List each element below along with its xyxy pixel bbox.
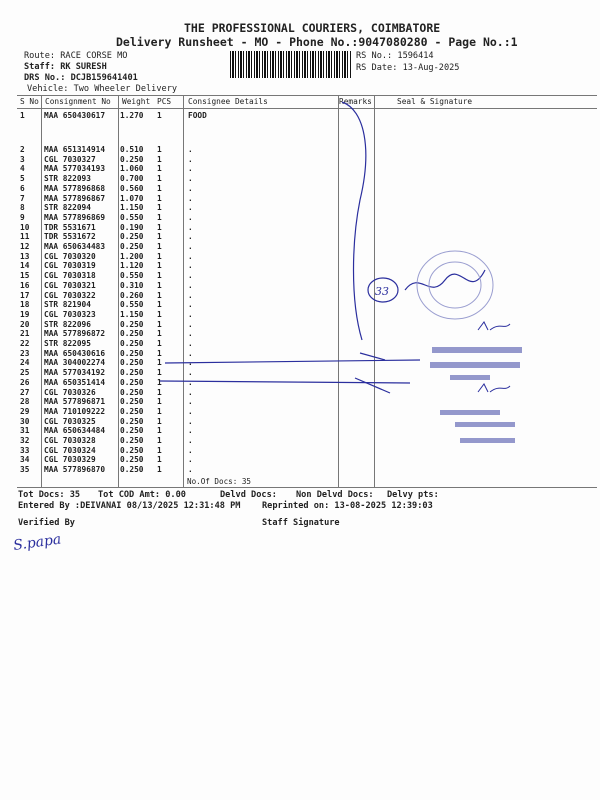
row-consignee: . [188, 271, 193, 281]
row-sno: 26 [20, 377, 30, 387]
row-consignment: MAA 577896870 [44, 465, 106, 475]
row-weight: 0.250 [120, 358, 144, 368]
row-sno: 33 [20, 445, 30, 455]
row-consignee: . [188, 358, 193, 368]
row-pcs: 1 [157, 416, 162, 426]
row-consignment: MAA 577034193 [44, 164, 106, 174]
row-weight: 0.250 [120, 377, 144, 387]
row-consignment: STR 822096 [44, 319, 91, 329]
row-consignee: . [188, 309, 193, 319]
row-sno: 35 [20, 465, 30, 475]
row-weight: 0.250 [120, 406, 144, 416]
row-consignee: . [188, 212, 193, 222]
row-consignee: . [188, 319, 193, 329]
row-pcs: 1 [157, 164, 162, 174]
row-sno: 13 [20, 251, 30, 261]
seal-stamp-text-icon [430, 347, 522, 443]
row-consignment: CGL 7030320 [44, 251, 96, 261]
row-consignee: . [188, 203, 193, 213]
tot-docs: Tot Docs: 35 [18, 490, 81, 500]
row-consignee: . [188, 339, 193, 348]
row-consignee: FOOD [188, 111, 207, 120]
seal-stamp-icon [417, 251, 493, 319]
row-pcs: 1 [157, 111, 162, 120]
row-weight: 0.250 [120, 242, 144, 251]
row-consignment: CGL 7030321 [44, 280, 96, 290]
non-delvd-docs: Non Delvd Docs: [296, 490, 374, 500]
row-pcs: 1 [157, 154, 162, 164]
delvy-pts: Delvy pts: [387, 490, 439, 500]
row-sno: 23 [20, 348, 30, 358]
col-pcs: PCS [157, 97, 172, 106]
row-sno: 7 [20, 193, 25, 203]
row-pcs: 1 [157, 212, 162, 222]
row-weight: 1.120 [120, 261, 144, 271]
row-pcs: 1 [157, 242, 162, 251]
row-weight: 0.560 [120, 183, 144, 193]
row-sno: 19 [20, 309, 30, 319]
row-weight: 0.250 [120, 426, 144, 436]
row-pcs: 1 [157, 387, 162, 397]
row-consignee: . [188, 164, 193, 174]
row-consignment: MAA 651314914 [44, 145, 106, 154]
row-pcs: 1 [157, 261, 162, 271]
row-weight: 0.260 [120, 290, 144, 300]
row-consignment: MAA 577896869 [44, 212, 106, 222]
row-consignment: CGL 7030329 [44, 455, 96, 465]
row-consignee: . [188, 193, 193, 203]
row-weight: 1.070 [120, 193, 144, 203]
row-consignee: . [188, 445, 193, 455]
rs-no: RS No.: 1596414 [356, 51, 434, 61]
row-sno: 9 [20, 212, 25, 222]
row-consignment: CGL 7030322 [44, 290, 96, 300]
row-sno: 18 [20, 300, 30, 310]
row-consignee: . [188, 183, 193, 193]
row-weight: 0.250 [120, 387, 144, 397]
runsheet-subtitle: Delivery Runsheet - MO - Phone No.:9047080280 - Page No.:1 [116, 35, 518, 49]
row-weight: 0.250 [120, 368, 144, 378]
row-pcs: 1 [157, 397, 162, 407]
row-sno: 20 [20, 319, 30, 329]
row-weight: 0.250 [120, 154, 144, 164]
row-pcs: 1 [157, 358, 162, 368]
row-pcs: 1 [157, 232, 162, 242]
row-consignee: . [188, 261, 193, 271]
row-weight: 0.250 [120, 397, 144, 407]
row-weight: 0.550 [120, 271, 144, 281]
verified-signature: S.papa [12, 531, 63, 554]
row-weight: 1.200 [120, 251, 144, 261]
row-consignment: CGL 7030319 [44, 261, 96, 271]
col-consignee: Consignee Details [188, 97, 268, 106]
staff-signature-label: Staff Signature [262, 518, 340, 528]
row-consignee: . [188, 455, 193, 465]
row-weight: 0.250 [120, 445, 144, 455]
row-weight: 1.150 [120, 203, 144, 213]
row-consignment: MAA 577034192 [44, 368, 106, 378]
row-consignment: MAA 577896872 [44, 329, 106, 339]
row-sno: 25 [20, 368, 30, 378]
row-weight: 0.250 [120, 455, 144, 465]
row-consignee: . [188, 154, 193, 164]
row-weight: 0.700 [120, 174, 144, 184]
row-consignee: . [188, 377, 193, 387]
remarks-bracket-ink [342, 102, 366, 340]
staff: Staff: RK SURESH [24, 62, 107, 72]
row-weight: 0.190 [120, 222, 144, 232]
row-weight: 0.310 [120, 280, 144, 290]
row-sno: 34 [20, 455, 30, 465]
row-weight: 1.150 [120, 309, 144, 319]
count-mark: 33 [375, 285, 389, 298]
row-consignment: MAA 650634484 [44, 426, 106, 436]
row-sno: 2 [20, 145, 25, 154]
row-consignment: STR 822093 [44, 174, 91, 184]
row-pcs: 1 [157, 203, 162, 213]
row-consignee: . [188, 465, 193, 475]
row-pcs: 1 [157, 319, 162, 329]
row-pcs: 1 [157, 348, 162, 358]
row-pcs: 1 [157, 222, 162, 232]
row-sno: 3 [20, 154, 25, 164]
row-consignment: MAA 577896868 [44, 183, 106, 193]
vehicle: Vehicle: Two Wheeler Delivery [27, 84, 178, 94]
row-sno: 4 [20, 164, 25, 174]
row-sno: 1 [20, 111, 25, 120]
row-consignee: . [188, 300, 193, 310]
row-consignment: CGL 7030328 [44, 436, 96, 445]
tot-cod: Tot COD Amt: 0.00 [98, 490, 186, 500]
row-sno: 6 [20, 183, 25, 193]
col-consignment: Consignment No [45, 97, 111, 106]
row-consignee: . [188, 416, 193, 426]
row-weight: 0.250 [120, 465, 144, 475]
row-sno: 29 [20, 406, 30, 416]
row-consignment: MAA 710109222 [44, 406, 106, 416]
row-consignee: . [188, 242, 193, 251]
delvd-docs: Delvd Docs: [220, 490, 277, 500]
row-consignee: . [188, 397, 193, 407]
row-consignment: CGL 7030325 [44, 416, 96, 426]
row-weight: 0.250 [120, 339, 144, 348]
row-consignment: MAA 650430616 [44, 348, 106, 358]
row-sno: 16 [20, 280, 30, 290]
row-consignee: . [188, 290, 193, 300]
row-pcs: 1 [157, 426, 162, 436]
row-pcs: 1 [157, 300, 162, 310]
row-sno: 21 [20, 329, 30, 339]
row-sno: 10 [20, 222, 30, 232]
row-weight: 0.250 [120, 329, 144, 339]
row-consignment: STR 822094 [44, 203, 91, 213]
row-weight: 0.250 [120, 232, 144, 242]
row-sno: 30 [20, 416, 30, 426]
entered-by: Entered By :DEIVANAI 08/13/2025 12:31:48 PM [18, 501, 241, 511]
reprinted-on: Reprinted on: 13-08-2025 12:39:03 [262, 501, 433, 511]
row-pcs: 1 [157, 271, 162, 281]
row-consignee: . [188, 368, 193, 378]
row-weight: 0.250 [120, 436, 144, 445]
row-sno: 14 [20, 261, 30, 271]
row-pcs: 1 [157, 290, 162, 300]
row-consignment: STR 821904 [44, 300, 91, 310]
row-consignment: TDR 5531672 [44, 232, 96, 242]
row-pcs: 1 [157, 193, 162, 203]
row-consignment: TDR 5531671 [44, 222, 96, 232]
row-sno: 32 [20, 436, 30, 445]
row-consignee: . [188, 145, 193, 154]
row-weight: 0.250 [120, 348, 144, 358]
row-consignment: MAA 650430617 [44, 111, 106, 120]
row-consignment: MAA 650351414 [44, 377, 106, 387]
row-weight: 0.510 [120, 145, 144, 154]
row-consignee: . [188, 174, 193, 184]
company-title: THE PROFESSIONAL COURIERS, COIMBATORE [184, 21, 441, 35]
row-pcs: 1 [157, 339, 162, 348]
row-consignment: MAA 650634483 [44, 242, 106, 251]
col-remarks: Remarks [339, 97, 372, 106]
col-seal: Seal & Signature [397, 97, 473, 106]
row-sno: 11 [20, 232, 30, 242]
row-consignment: STR 822095 [44, 339, 91, 348]
row-pcs: 1 [157, 445, 162, 455]
row-consignee: . [188, 426, 193, 436]
row-sno: 15 [20, 271, 30, 281]
row-consignment: MAA 577896867 [44, 193, 106, 203]
row-pcs: 1 [157, 455, 162, 465]
row-sno: 22 [20, 339, 30, 348]
row-pcs: 1 [157, 377, 162, 387]
row-weight: 1.270 [120, 111, 144, 120]
row-consignment: MAA 304002274 [44, 358, 106, 368]
verified-by: Verified By [18, 518, 75, 528]
row-weight: 1.060 [120, 164, 144, 174]
row-pcs: 1 [157, 436, 162, 445]
row-consignment: CGL 7030323 [44, 309, 96, 319]
row-sno: 31 [20, 426, 30, 436]
route: Route: RACE CORSE MO [24, 51, 128, 61]
row-consignee: . [188, 348, 193, 358]
row-pcs: 1 [157, 329, 162, 339]
row-pcs: 1 [157, 280, 162, 290]
row-consignee: . [188, 436, 193, 445]
row-weight: 0.250 [120, 319, 144, 329]
row-sno: 28 [20, 397, 30, 407]
row-weight: 0.550 [120, 212, 144, 222]
row-pcs: 1 [157, 368, 162, 378]
row-sno: 12 [20, 242, 30, 251]
row-sno: 5 [20, 174, 25, 184]
row-pcs: 1 [157, 465, 162, 475]
drs-no: DRS No.: DCJB159641401 [24, 73, 138, 83]
row-consignee: . [188, 280, 193, 290]
row-consignee: . [188, 222, 193, 232]
col-weight: Weight [122, 97, 151, 106]
row-sno: 27 [20, 387, 30, 397]
row-pcs: 1 [157, 174, 162, 184]
row-sno: 24 [20, 358, 30, 368]
row-consignee: . [188, 232, 193, 242]
row-consignment: CGL 7030324 [44, 445, 96, 455]
no-of-docs: No.Of Docs: 35 [187, 477, 252, 486]
row-weight: 0.250 [120, 416, 144, 426]
row-consignment: MAA 577896871 [44, 397, 106, 407]
row-consignment: CGL 7030326 [44, 387, 96, 397]
row-pcs: 1 [157, 406, 162, 416]
row-pcs: 1 [157, 251, 162, 261]
row-weight: 0.550 [120, 300, 144, 310]
row-pcs: 1 [157, 183, 162, 193]
row-consignee: . [188, 251, 193, 261]
row-pcs: 1 [157, 309, 162, 319]
row-consignee: . [188, 406, 193, 416]
row-consignee: . [188, 387, 193, 397]
row-sno: 8 [20, 203, 25, 213]
row-consignment: CGL 7030318 [44, 271, 96, 281]
col-sno: S No [20, 97, 39, 106]
rs-date: RS Date: 13-Aug-2025 [356, 63, 460, 73]
row-consignment: CGL 7030327 [44, 154, 96, 164]
row-pcs: 1 [157, 145, 162, 154]
row-sno: 17 [20, 290, 30, 300]
row-consignee: . [188, 329, 193, 339]
